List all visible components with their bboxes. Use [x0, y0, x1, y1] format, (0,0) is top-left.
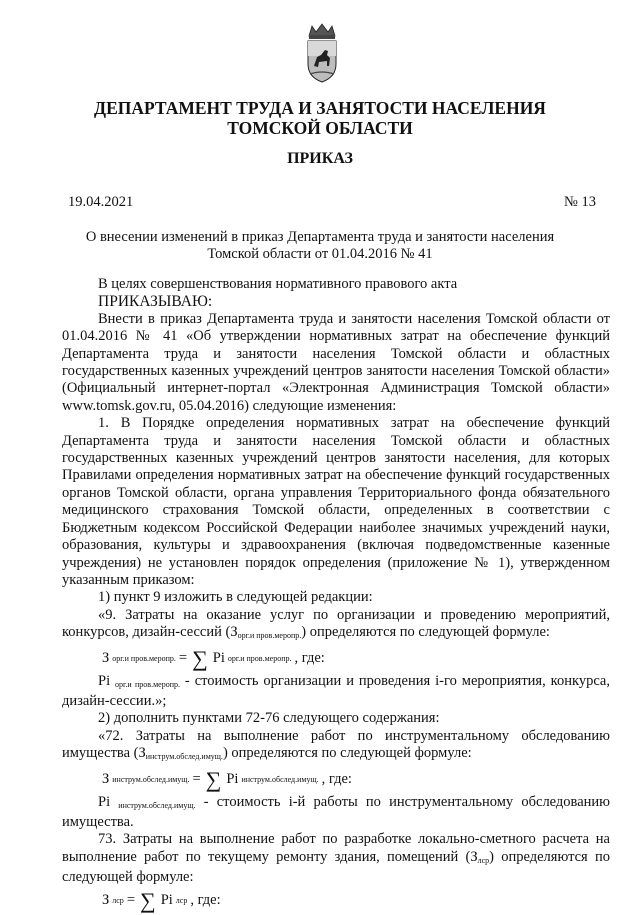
formula-equals: =: [192, 770, 201, 787]
formula-pi-subscript: орг.и пров.меропр.: [227, 653, 292, 663]
paragraph-preamble: В целях совершенствования нормативного правового акта: [98, 276, 458, 292]
formula-tail: , где:: [321, 770, 352, 787]
formula-lhs: З: [102, 770, 110, 787]
paragraph-clause-72-definition: [62, 794, 610, 832]
clause-72-subscript: инструм.обслед.имущ.: [145, 752, 223, 762]
paragraph-item-1: 1. В Порядке определения нормативных затрат на обеспечение функций Департамента труда и занятости населения Томской области и областных государственных казенных учреждений центров занятости населения, для которых Правилами определения нормативных затрат на обеспечение функций государственных органов Томской области, органа управления Территориального фонда обязательного медицинского страхования Томской области, определенных в соответствии с Бюджетным кодексом Российской Федерации наиболее значимых учреждений науки, образования, культуры и здравоохранения (включая подведомственные казенные учреждения) не установлен порядок определения (приложение № 1), утвержденном указанным приказом:: [62, 415, 610, 588]
paragraph-item-1-sub-2: 2) дополнить пунктами 72-76 следующего содержания:: [98, 710, 440, 727]
formula-pi-subscript: лср: [175, 895, 188, 905]
document-body: [62, 276, 610, 915]
definition-subscript: орг.и пров.меропр.: [115, 679, 180, 689]
formula-tail: , где:: [190, 891, 221, 908]
document-date: 19.04.2021: [68, 194, 134, 210]
department-name-line-2: ТОМСКОЙ ОБЛАСТИ: [227, 118, 413, 138]
tomsk-coat-of-arms-icon: [303, 22, 341, 84]
formula-equals: =: [126, 891, 135, 908]
formula-pi: Pi: [226, 770, 239, 787]
formula-lhs-subscript: инструм.обслед.имущ.: [112, 774, 190, 784]
formula-lhs: З: [102, 891, 110, 908]
subject-line-1: О внесении изменений в приказ Департамента труда и занятости населения: [85, 229, 555, 245]
sigma-symbol: ∑: [205, 766, 222, 792]
sigma-symbol: ∑: [192, 645, 208, 671]
definition-text: - стоимость i-й работы по инструментальному обследованию имущества.: [62, 793, 610, 830]
document-type-title: ПРИКАЗ: [287, 150, 353, 167]
formula-lhs-subscript: орг.и пров.меропр.: [112, 653, 176, 663]
clause-73-text-end: ) определяются по следующей формуле:: [62, 848, 610, 886]
formula-lhs: З: [102, 649, 110, 666]
document-number: № 13: [564, 194, 596, 210]
paragraph-clause-9: [62, 607, 610, 645]
clause-9-text-end: ) определяются по следующей формуле:: [301, 624, 550, 641]
formula-events: [102, 645, 610, 671]
paragraph-clause-72: [62, 728, 610, 766]
sigma-symbol: ∑: [140, 887, 156, 913]
clause-73-text: 73. Затраты на выполнение работ по разработке локально-сметного расчета на выполнение работ по текущему ремонту здания, помещений (З: [62, 831, 610, 865]
paragraph-order-word: ПРИКАЗЫВАЮ:: [98, 293, 213, 311]
paragraph-clause-9-definition: [62, 673, 610, 711]
formula-lhs-subscript: лср: [112, 895, 124, 905]
formula-inspection: [102, 766, 610, 792]
paragraph-item-1-sub-1: 1) пункт 9 изложить в следующей редакции:: [98, 589, 373, 606]
formula-estimate: [102, 887, 610, 913]
subject-line-2: Томской области от 01.04.2016 № 41: [207, 246, 433, 262]
clause-9-subscript: орг.и пров.меропр.: [237, 631, 302, 641]
definition-text: - стоимость организации и проведения i-го мероприятия, конкурса, дизайн-сессии.»;: [62, 672, 610, 709]
clause-9-text: «9. Затраты на оказание услуг по организации и проведению мероприятий, конкурсов, дизайн-сессий (З: [62, 606, 610, 641]
clause-72-text-end: ) определяются по следующей формуле:: [222, 745, 472, 762]
clause-72-text: «72. Затраты на выполнение работ по инструментальному обследованию имущества (З: [62, 727, 610, 762]
definition-symbol: Pi: [98, 793, 111, 810]
definition-symbol: Pi: [98, 672, 111, 689]
formula-pi: Pi: [160, 891, 173, 908]
paragraph-clause-73: [62, 831, 610, 886]
clause-73-subscript: лср: [477, 855, 490, 865]
document-subject: [0, 229, 640, 263]
definition-subscript: инструм.обслед.имущ.: [118, 800, 196, 810]
formula-pi: Pi: [212, 649, 225, 666]
formula-tail: , где:: [294, 649, 325, 666]
formula-pi-subscript: инструм.обслед.имущ.: [241, 774, 319, 784]
department-name-line-1: ДЕПАРТАМЕНТ ТРУДА И ЗАНЯТОСТИ НАСЕЛЕНИЯ: [94, 98, 546, 118]
formula-equals: =: [178, 649, 188, 666]
paragraph-amendments-intro: Внести в приказ Департамента труда и занятости населения Томской области от 01.04.2016 № 41 «Об утверждении нормативных затрат на обеспечение функций Департамента труда и занятости населения Томской области и областных государственных казенных учреждений центров занятости населения Томской области» (Официальный интернет-портал «Электронная Администрация Томской области» www.tomsk.gov.ru, 05.04.2016) следующие изменения:: [62, 310, 610, 414]
